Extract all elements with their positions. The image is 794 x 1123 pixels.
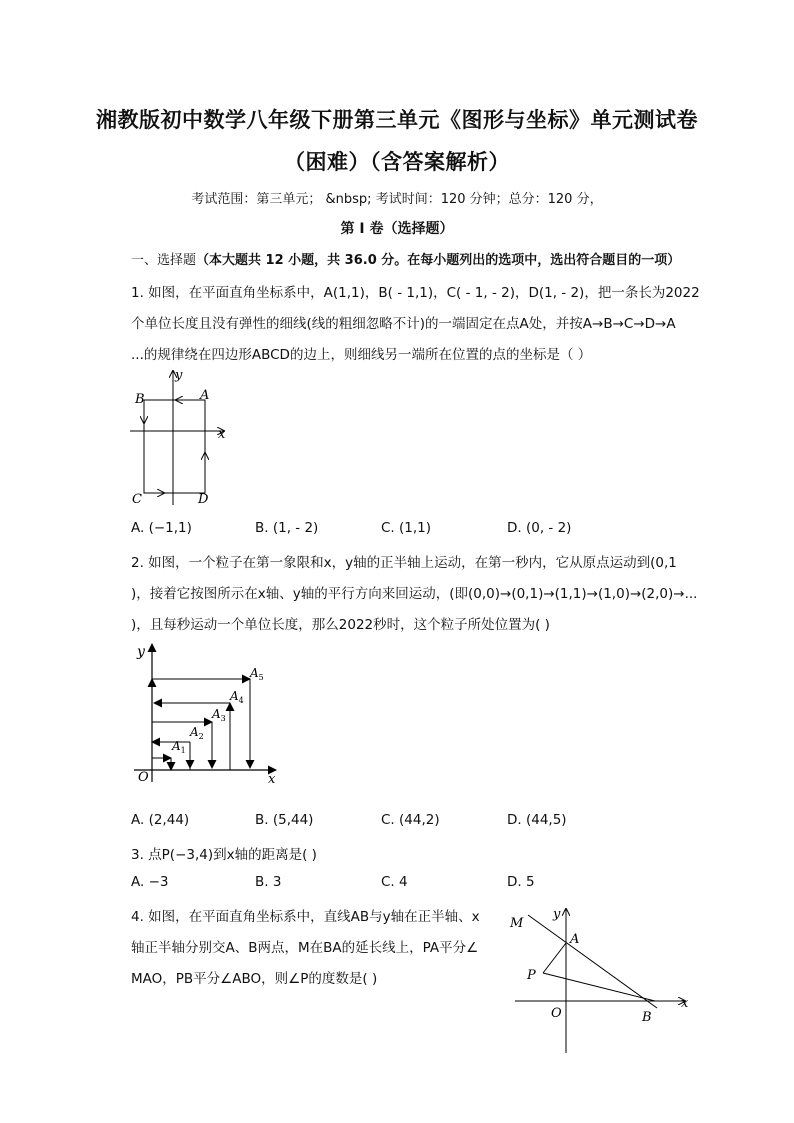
q2-text-line1: 2. 如图，一个粒子在第一象限和x，y轴的正半轴上运动，在第一秒内，它从原点运动到(0,1 (131, 555, 677, 571)
document-title-line1: 湘教版初中数学八年级下册第三单元《图形与坐标》单元测试卷 (96, 107, 698, 132)
q4-text-line2: 轴正半轴分别交A、B两点，M在BA的延长线上，PA平分∠ (131, 940, 479, 956)
q2-option-b[interactable]: B. (5,44) (255, 812, 314, 828)
q1-fig-B: B (135, 392, 145, 407)
document-title-line2: （困难）（含答案解析） (284, 149, 510, 174)
q2-fig-A2: $A_2$ (190, 725, 204, 741)
q2-option-d[interactable]: D. (44,5) (507, 812, 567, 828)
q3-option-d[interactable]: D. 5 (507, 874, 535, 890)
q2-text-line2: )，接着它按图所示在x轴、y轴的平行方向来回运动，(即(0,0)→(0,1)→(1,1)→(1,0)→(2,0)→... (131, 586, 698, 602)
q1-text-line2: 个单位长度且没有弹性的细线(线的粗细忽略不计)的一端固定在点A处，并按A→B→C→D→A (131, 316, 676, 332)
q4-text-line1: 4. 如图，在平面直角坐标系中，直线AB与y轴在正半轴、x (131, 909, 480, 925)
exam-info: 考试范围：第三单元； &nbsp; 考试时间：120 分钟；总分：120 分， (191, 192, 603, 207)
q2-fig-O: O (138, 770, 149, 785)
section-label: 一、选择题 (131, 253, 197, 268)
q3-option-b[interactable]: B. 3 (255, 874, 282, 890)
q4-fig-O: O (551, 1006, 562, 1021)
q1-fig-C: C (132, 492, 142, 507)
q2-fig-A3: $A_3$ (212, 707, 226, 723)
q1-fig-D: D (198, 492, 209, 507)
q4-fig-x: x (681, 996, 689, 1011)
q2-fig-x: x (268, 772, 276, 787)
q1-figure (120, 365, 240, 510)
q2-option-c[interactable]: C. (44,2) (381, 812, 440, 828)
q2-fig-A5: $A_5$ (250, 666, 264, 682)
q2-text-line3: )，且每秒运动一个单位长度，那么2022秒时，这个粒子所处位置为( ) (131, 617, 550, 633)
q3-option-c[interactable]: C. 4 (381, 874, 408, 890)
q1-option-b[interactable]: B. (1, - 2) (255, 520, 319, 536)
q2-fig-y: y (137, 644, 145, 660)
q4-fig-A: A (570, 932, 580, 947)
q2-figure (126, 640, 286, 790)
volume-heading: 第 I 卷（选择题） (340, 221, 454, 237)
q1-option-a[interactable]: A. (−1,1) (131, 520, 192, 536)
q1-fig-y: y (175, 368, 183, 383)
section-desc: （本大题共 12 小题，共 36.0 分。在每小题列出的选项中，选出符合题目的一项） (196, 253, 681, 268)
q1-fig-A: A (200, 388, 210, 403)
q2-fig-A1: $A_1$ (172, 739, 186, 755)
q1-text-line1: 1. 如图，在平面直角坐标系中，A(1,1)，B( - 1,1)，C( - 1, - 2)，D(1, - 2)，把一条长为2022 (131, 285, 700, 301)
q4-figure (505, 903, 695, 1058)
q4-text-line3: MAO，PB平分∠ABO，则∠P的度数是( ) (131, 971, 378, 987)
q4-fig-M: M (510, 916, 524, 931)
q1-fig-x: x (218, 427, 226, 442)
q4-fig-P: P (527, 968, 536, 983)
q1-option-c[interactable]: C. (1,1) (381, 520, 432, 536)
q2-option-a[interactable]: A. (2,44) (131, 812, 190, 828)
section-heading (131, 249, 680, 268)
q4-fig-B: B (642, 1010, 652, 1025)
q1-text-line3: ...的规律绕在四边形ABCD的边上，则细线另一端所在位置的点的坐标是（ ） (131, 347, 592, 363)
q4-fig-y: y (553, 907, 561, 922)
q2-fig-A4: $A_4$ (230, 689, 244, 705)
q3-text-line1: 3. 点P(−3,4)到x轴的距离是( ) (131, 847, 317, 863)
q1-option-d[interactable]: D. (0, - 2) (507, 520, 572, 536)
q3-option-a[interactable]: A. −3 (131, 874, 169, 890)
